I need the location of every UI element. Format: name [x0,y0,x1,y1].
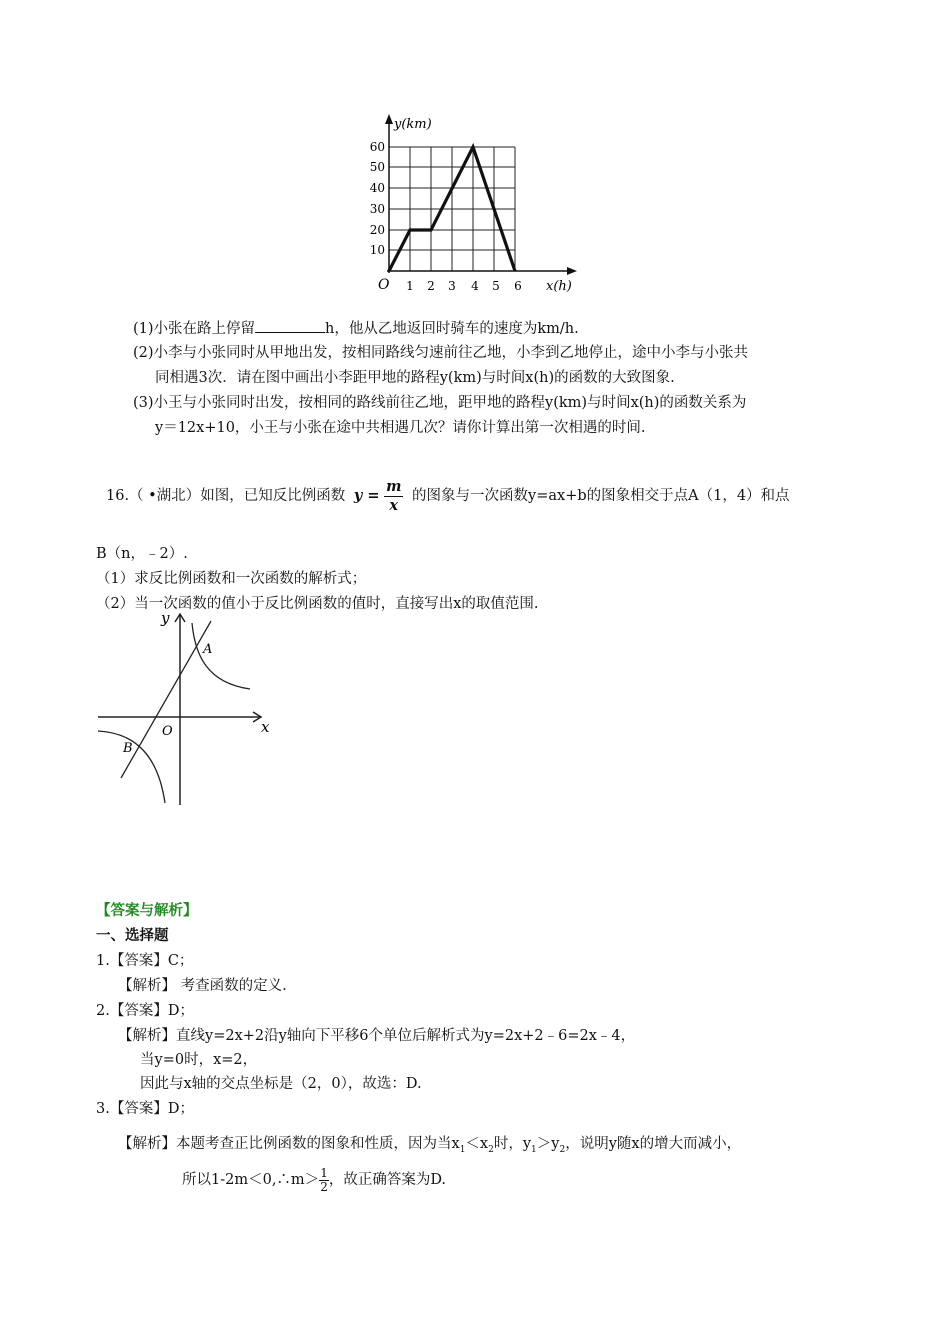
q15-part1 [133,318,579,339]
q16-intro-b: 的图象与一次函数y=ax+b的图象相交于点A（1，4）和点 [412,488,790,504]
x-tick-4: 4 [471,279,479,293]
y-label: y [161,609,170,627]
y-tick-30: 30 [369,202,385,216]
a3-when: 时，y [493,1136,532,1152]
a3-sub-1: 1 [459,1144,466,1155]
point-a-label: A [203,642,213,657]
section-title: 一、选择题 [96,928,169,944]
a3-sub-3: 1 [531,1144,537,1155]
answer-1: 1.【答案】C； [96,953,194,969]
half-denominator: 2 [320,1179,328,1194]
y-axis-arrow [385,114,393,124]
y-tick-40: 40 [369,181,385,195]
q15-part1-a: (1)小张在路上停留 [133,321,256,337]
point-b-label: B [123,741,133,756]
q16-sub1: （1）求反比例函数和一次函数的解析式； [96,571,367,587]
q15-part2-line2: 同相遇3次．请在图中画出小李距甲地的路程y(km)与时间x(h)的函数的大致图象. [155,370,675,386]
hyperbola-branch-1 [192,623,250,689]
a3-sub-4: 2 [559,1144,566,1155]
a3-lt: ＜x [465,1136,489,1152]
answer-1-explanation: 【解析】 考查函数的定义. [118,978,287,994]
y-axis-label: y(km) [394,117,432,132]
answer-2-explanation: 【解析】直线y=2x+2沿y轴向下平移6个单位后解析式为y=2x+2﹣6=2x﹣4， [118,1028,636,1044]
answer-2: 2.【答案】D； [96,1003,194,1019]
answer-2-line2: 当y=0时，x=2， [140,1052,258,1068]
x-label: x [261,718,270,736]
a3-gt: ＞y [536,1136,560,1152]
q15-part1-b: h，他从乙地返回时骑车的速度为km/h. [325,321,579,337]
x-axis-label: x(h) [546,279,572,294]
q16-sub2: （2）当一次函数的值小于反比例函数的值时，直接写出x的取值范围. [96,596,539,612]
q16-intro [106,476,790,516]
formula-numerator: m [386,477,402,495]
q15-part3-line1: (3)小王与小张同时出发，按相同的路线前往乙地，距甲地的路程y(km)与时间x(h)的函数关系为 [133,395,747,411]
answer-3-line2 [182,1158,446,1202]
y-tick-60: 60 [369,140,385,154]
y-tick-50: 50 [369,160,385,174]
a3-line2-a: 所以1-2m＜0,∴m＞ [182,1172,320,1188]
q15-part3-line2: y＝12x+10，小王与小张在途中共相遇几次？请你计算出第一次相遇的时间. [155,420,646,436]
a3-sub-2: 2 [488,1144,494,1155]
x-tick-2: 2 [427,279,435,293]
half-numerator: 1 [320,1165,328,1180]
answer-3: 3.【答案】D； [96,1101,194,1117]
a3-line2-b: ，故正确答案为D. [328,1172,447,1188]
q16-formula [354,476,404,516]
a3-text-b: ，说明y随x的增大而减小， [565,1136,742,1152]
answer-3-explanation [118,1134,741,1160]
x-tick-6: 6 [514,279,522,293]
distance-time-graph [368,112,588,297]
formula-lhs: y = [353,487,380,504]
y-tick-10: 10 [369,243,385,257]
q15-part2-line1: (2)小李与小张同时从甲地出发，按相同路线匀速前往乙地，小李到乙地停止，途中小李与小张共 [133,345,749,361]
origin-label: O [162,724,173,739]
grid [389,147,515,271]
x-tick-1: 1 [406,279,414,293]
answer-blank [255,318,325,333]
q16-intro-a: 16.（ •湖北）如图，已知反比例函数 [106,488,346,504]
linear-function-line [121,621,211,778]
formula-fraction [384,478,403,515]
x-axis-arrow [567,267,577,275]
a3-text-a: 【解析】本题考查正比例函数的图象和性质，因为当x [118,1136,460,1152]
y-tick-20: 20 [369,223,385,237]
answers-header: 【答案与解析】 [96,903,198,919]
x-tick-3: 3 [448,279,456,293]
origin-label: O [378,277,390,293]
formula-denominator: x [389,496,399,514]
half-fraction [319,1167,329,1194]
q16-line2: B（n，﹣2）. [96,546,188,562]
x-tick-5: 5 [492,279,500,293]
answer-2-line3: 因此与x轴的交点坐标是（2，0），故选：D. [140,1076,422,1092]
function-graph [95,605,285,810]
